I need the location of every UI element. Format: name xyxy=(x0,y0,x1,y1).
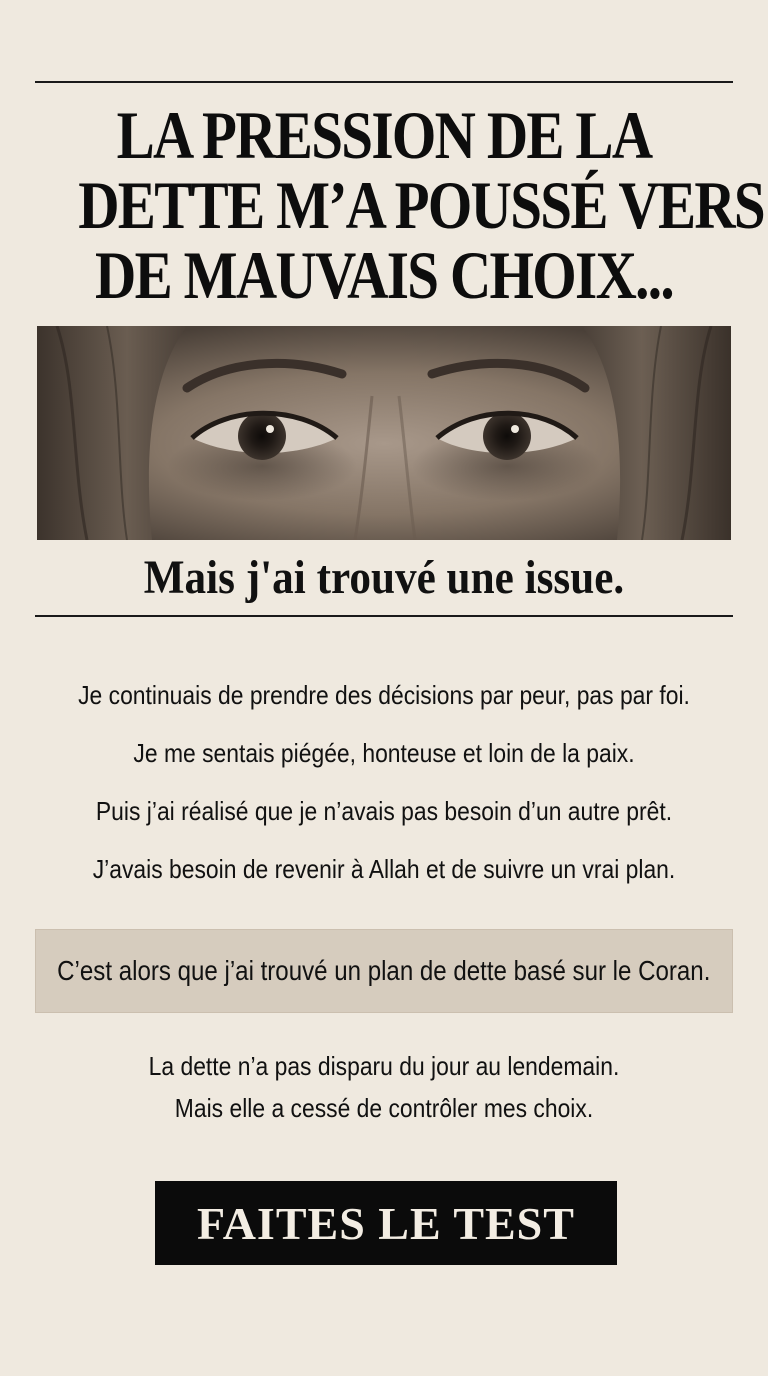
story-line: Je continuais de prendre des décisions par peur, pas par foi. xyxy=(78,680,690,710)
closing-line: Mais elle a cessé de contrôler mes choix. xyxy=(174,1093,594,1123)
story-line: Puis j’ai réalisé que je n’avais pas besoin d’un autre prêt. xyxy=(95,796,673,826)
highlight-text: C’est alors que j’ai trouvé un plan de dette basé sur le Coran. xyxy=(57,955,711,986)
closing-line: La dette n’a pas disparu du jour au lendemain. xyxy=(148,1051,620,1081)
headline-line: DE MAUVAIS CHOIX... xyxy=(95,237,673,313)
take-test-button[interactable]: FAITES LE TEST xyxy=(155,1181,617,1265)
woman-eyes-photo xyxy=(37,326,731,540)
story-line: Je me sentais piégée, honteuse et loin de la paix. xyxy=(133,738,635,768)
headline-line: LA PRESSION DE LA xyxy=(116,97,652,173)
subheadline: Mais j'ai trouvé une issue. xyxy=(143,551,625,604)
story-text xyxy=(20,672,748,904)
story-line: J’avais besoin de revenir à Allah et de suivre un vrai plan. xyxy=(92,854,676,884)
closing-text xyxy=(20,1045,748,1129)
headline-line: DETTE M’A POUSSÉ VERS xyxy=(78,167,765,243)
section-divider xyxy=(35,615,733,617)
headline xyxy=(78,97,765,313)
highlight-box xyxy=(35,929,733,1013)
top-divider xyxy=(35,81,733,83)
